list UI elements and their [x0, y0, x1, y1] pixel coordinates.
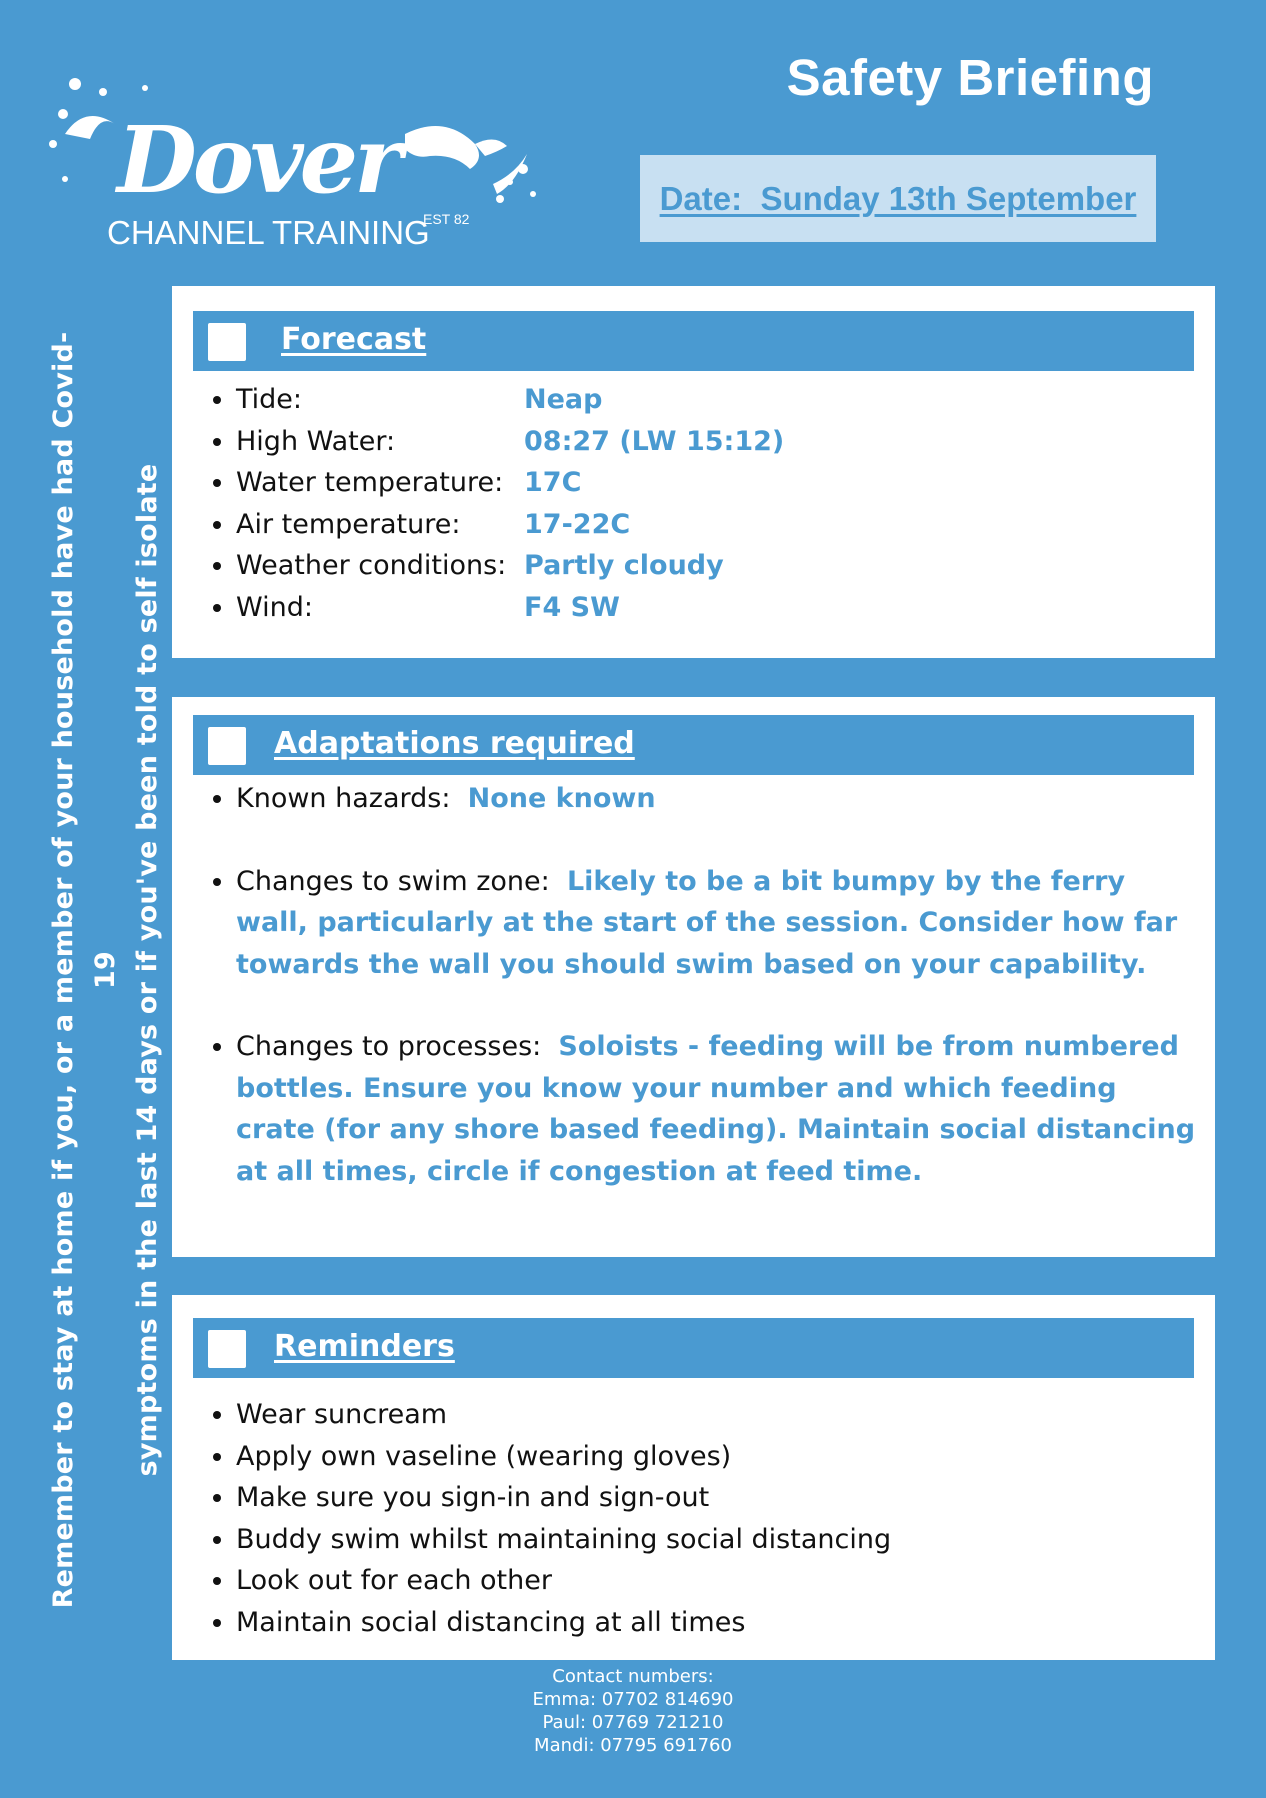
checkbox-icon	[208, 727, 246, 765]
list-item	[210, 861, 1210, 986]
list-item	[210, 545, 784, 587]
contact-numbers	[0, 1665, 1266, 1757]
forecast-value: F4 SW	[524, 591, 620, 623]
contacts-heading: Contact numbers:	[552, 1666, 714, 1687]
hazards-value: None known	[467, 783, 656, 814]
forecast-value: 17C	[524, 467, 582, 499]
list-item: Wear suncream	[210, 1394, 891, 1436]
side-note-line-1: Remember to stay at home if you, or a member of your household have had Covid-19	[48, 331, 121, 1609]
date-box	[640, 155, 1156, 242]
swim-zone-label: Changes to swim zone:	[236, 865, 550, 897]
reminders-header	[193, 1318, 1194, 1378]
hazards-label: Known hazards:	[236, 783, 451, 814]
checkbox-icon	[208, 323, 246, 361]
adaptations-card	[172, 697, 1215, 1257]
forecast-value: 08:27 (LW 15:12)	[524, 425, 785, 457]
covid-side-note	[43, 330, 163, 1610]
forecast-title: Forecast	[281, 322, 427, 357]
list-item: Maintain social distancing at all times	[210, 1602, 891, 1644]
list-item	[210, 462, 784, 504]
list-item	[210, 778, 1210, 820]
forecast-value: Neap	[524, 384, 603, 415]
side-note-line-2: symptoms in the last 14 days or if you've been told to self isolate	[132, 463, 163, 1477]
swim-zone-value: Likely to be a bit bumpy by the ferry wall, particularly at the start of the session. Consider how far towards the wall you should swim based on your capability.	[236, 865, 1178, 980]
reminders-list	[210, 1394, 891, 1644]
list-item: Buddy swim whilst maintaining social distancing	[210, 1519, 891, 1561]
forecast-label: High Water:	[236, 425, 396, 457]
forecast-label: Weather conditions:	[236, 550, 507, 582]
forecast-label: Wind:	[236, 591, 313, 623]
forecast-label: Air temperature:	[236, 508, 461, 540]
forecast-value: 17-22C	[524, 508, 631, 540]
forecast-label: Water temperature:	[236, 467, 504, 499]
list-item: Apply own vaseline (wearing gloves)	[210, 1436, 891, 1478]
page-title: Safety Briefing	[786, 49, 1154, 106]
reminders-card	[172, 1295, 1215, 1660]
contact-line: Mandi: 07795 691760	[534, 1735, 732, 1756]
logo-est: EST 82	[423, 211, 470, 227]
list-item	[210, 504, 784, 546]
dover-channel-training-logo	[45, 74, 545, 264]
checkbox-icon	[208, 1330, 246, 1368]
list-item	[210, 1026, 1210, 1192]
list-item	[210, 379, 784, 421]
date-label: Date: Sunday 13th September	[659, 179, 1137, 217]
adaptations-title: Adaptations required	[274, 726, 635, 761]
logo-subtitle: CHANNEL TRAINING	[107, 214, 430, 251]
forecast-header	[193, 311, 1194, 371]
list-item	[210, 421, 784, 463]
list-item: Look out for each other	[210, 1560, 891, 1602]
processes-value: Soloists - feeding will be from numbered bottles. Ensure you know your number and which feeding crate (for any shore based feeding). Maintain social distancing at all times, circle if congestion at feed time.	[236, 1031, 1196, 1187]
forecast-label: Tide:	[236, 384, 303, 415]
contact-line: Emma: 07702 814690	[532, 1689, 734, 1710]
logo-wordmark: Dover	[117, 106, 399, 214]
forecast-card	[172, 286, 1215, 658]
forecast-value: Partly cloudy	[524, 550, 724, 582]
forecast-list	[210, 379, 784, 629]
adaptations-list	[210, 778, 1210, 1192]
reminders-title: Reminders	[274, 1329, 455, 1364]
list-item	[210, 587, 784, 629]
adaptations-header	[193, 715, 1194, 775]
contact-line: Paul: 07769 721210	[542, 1712, 724, 1733]
list-item: Make sure you sign-in and sign-out	[210, 1477, 891, 1519]
processes-label: Changes to processes:	[236, 1031, 542, 1062]
